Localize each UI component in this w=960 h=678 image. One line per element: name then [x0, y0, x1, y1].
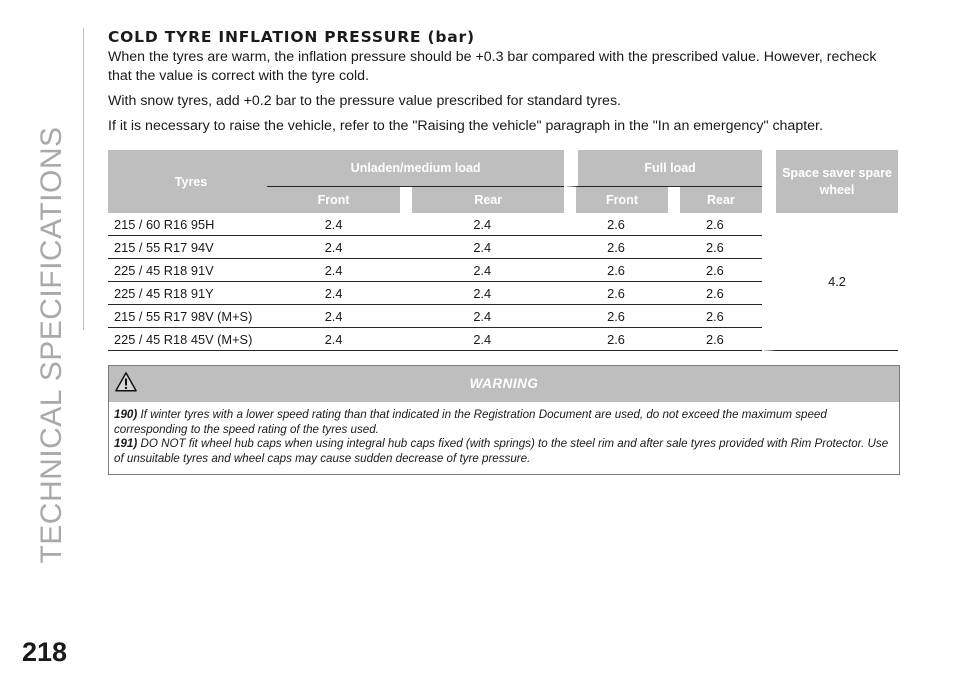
cell-unladen-rear: 2.4	[400, 213, 564, 236]
cell-full-front: 2.6	[564, 328, 668, 351]
paragraph-snow-tyres: With snow tyres, add +0.2 bar to the pressure value prescribed for standard tyres.	[108, 93, 621, 109]
cell-tyre-size: 215 / 55 R17 98V (M+S)	[108, 305, 267, 328]
cell-spare-wheel-pressure: 4.2	[762, 213, 898, 351]
header-full-load: Full load	[564, 150, 762, 187]
section-title: COLD TYRE INFLATION PRESSURE (bar)	[108, 28, 475, 46]
warning-triangle-icon	[115, 371, 137, 393]
cell-unladen-front: 2.4	[267, 328, 400, 351]
warning-note-191	[114, 437, 893, 466]
header-full-rear: Rear	[668, 187, 762, 213]
cell-unladen-front: 2.4	[267, 305, 400, 328]
sidebar-divider	[83, 28, 84, 330]
sidebar	[0, 0, 96, 678]
main-content	[108, 28, 900, 475]
cell-full-rear: 2.6	[668, 259, 762, 282]
cell-full-front: 2.6	[564, 305, 668, 328]
header-unladen-front: Front	[267, 187, 400, 213]
cell-unladen-rear: 2.4	[400, 282, 564, 305]
cell-tyre-size: 215 / 55 R17 94V	[108, 236, 267, 259]
note-number: 191)	[114, 437, 138, 450]
cell-full-front: 2.6	[564, 282, 668, 305]
table-row	[108, 213, 898, 236]
cell-unladen-front: 2.4	[267, 236, 400, 259]
cell-unladen-rear: 2.4	[400, 236, 564, 259]
warning-box	[108, 365, 900, 475]
warning-body	[109, 402, 899, 474]
cell-tyre-size: 225 / 45 R18 91Y	[108, 282, 267, 305]
header-tyres: Tyres	[108, 150, 267, 213]
cell-tyre-size: 225 / 45 R18 91V	[108, 259, 267, 282]
cell-full-rear: 2.6	[668, 282, 762, 305]
cell-full-front: 2.6	[564, 259, 668, 282]
header-spare-wheel: Space saver spare wheel	[762, 150, 898, 213]
warning-title: WARNING	[469, 376, 539, 391]
cell-full-rear: 2.6	[668, 305, 762, 328]
section-label: TECHNICAL SPECIFICATIONS	[35, 126, 68, 564]
cell-full-rear: 2.6	[668, 328, 762, 351]
note-text: If winter tyres with a lower speed rating than that indicated in the Registration Document are used, do not exceed the maximum speed corresponding to the speed rating of the tyres used.	[114, 408, 827, 436]
warning-note-190	[114, 408, 893, 437]
note-text: DO NOT fit wheel hub caps when using integral hub caps fixed (with springs) to the steel rim and after sale tyres provided with Rim Protector. Use of unsuitable tyres and wheel caps may cause sudden decrease of tyre pressure.	[114, 437, 889, 465]
cell-unladen-front: 2.4	[267, 213, 400, 236]
cell-unladen-rear: 2.4	[400, 328, 564, 351]
note-number: 190)	[114, 408, 138, 421]
cell-full-rear: 2.6	[668, 213, 762, 236]
paragraph-raising-vehicle: If it is necessary to raise the vehicle, refer to the "Raising the vehicle" paragraph in the "In an emergency" chapter.	[108, 118, 823, 134]
cell-tyre-size: 215 / 60 R16 95H	[108, 213, 267, 236]
header-full-front: Front	[564, 187, 668, 213]
cell-unladen-rear: 2.4	[400, 305, 564, 328]
tyre-pressure-table	[108, 150, 898, 351]
cell-full-front: 2.6	[564, 236, 668, 259]
header-unladen-load: Unladen/medium load	[267, 150, 564, 187]
cell-unladen-rear: 2.4	[400, 259, 564, 282]
table-header-row	[108, 150, 898, 187]
header-unladen-rear: Rear	[400, 187, 564, 213]
cell-unladen-front: 2.4	[267, 259, 400, 282]
cell-full-front: 2.6	[564, 213, 668, 236]
cell-full-rear: 2.6	[668, 236, 762, 259]
warning-header	[109, 366, 899, 402]
page-number: 218	[22, 637, 68, 667]
cell-tyre-size: 225 / 45 R18 45V (M+S)	[108, 328, 267, 351]
cell-unladen-front: 2.4	[267, 282, 400, 305]
paragraph-warm-tyres: When the tyres are warm, the inflation pressure should be +0.3 bar compared with the prescribed value. However, recheck that the value is correct with the tyre cold.	[108, 49, 877, 84]
